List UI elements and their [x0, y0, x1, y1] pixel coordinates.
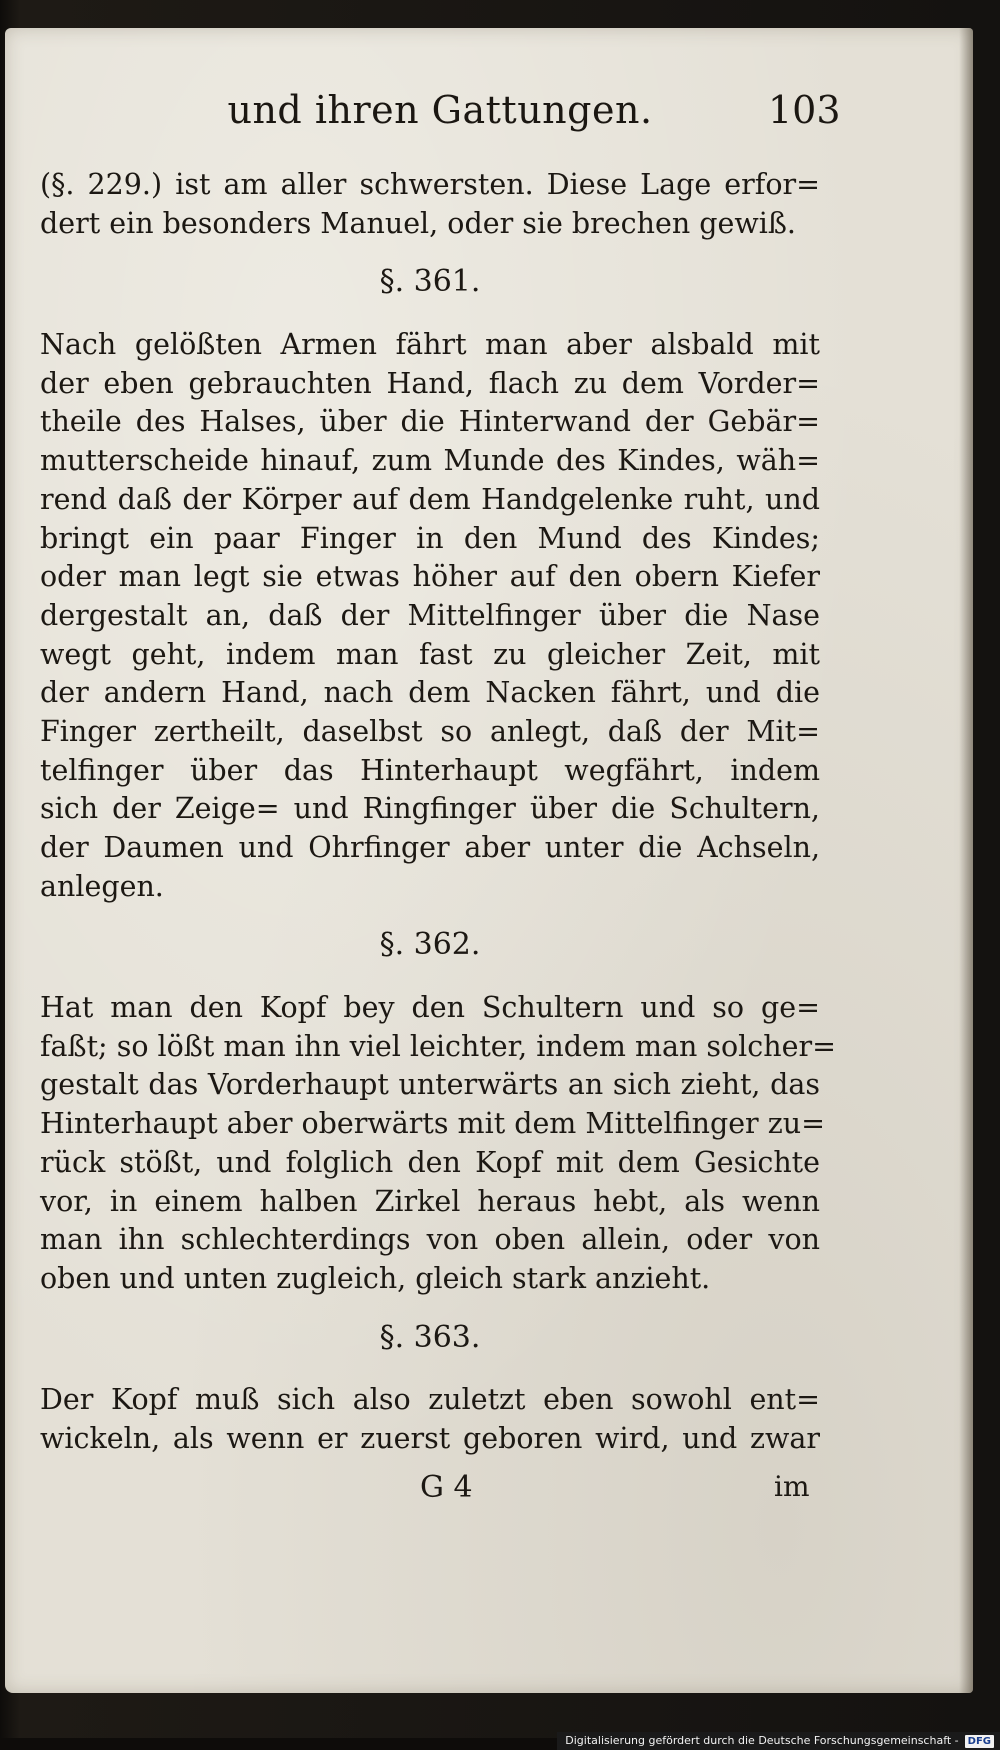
text-line: Der Kopf muß sich also zuletzt eben sowohl ent= [40, 1383, 820, 1417]
text-line: rend daß der Körper auf dem Handgelenke ruht, und [40, 482, 820, 516]
text-line: oben und unten zugleich, gleich stark anzieht. [40, 1261, 711, 1295]
text-line: Nach gelößten Armen fährt man aber alsbald mit [40, 328, 820, 362]
running-head: und ihren Gattungen. [227, 88, 653, 132]
text-line: Finger zertheilt, daselbst so anlegt, daß der Mit= [40, 714, 820, 748]
text-line: der eben gebrauchten Hand, flach zu dem Vorder= [40, 366, 820, 400]
credit-text: Digitalisierung gefördert durch die Deutsche Forschungsgemeinschaft - [565, 1734, 959, 1747]
section-heading-362: §. 362. [379, 927, 481, 963]
page-number: 103 [768, 88, 841, 132]
text-line: der Daumen und Ohrfinger aber unter die Achseln, [40, 831, 820, 864]
text-line: dert ein besonders Manuel, oder sie brechen gewiß. [40, 206, 796, 240]
text-line: gestalt das Vorderhaupt unterwärts an sich zieht, das [40, 1068, 820, 1102]
text-line: (§. 229.) ist am aller schwersten. Diese Lage erfor= [40, 168, 820, 201]
text-line: dergestalt an, daß der Mittelfinger über die Nase [40, 598, 820, 632]
text-line: theile des Halses, über die Hinterwand der Gebär= [40, 405, 820, 439]
section-heading-361: §. 361. [379, 264, 481, 300]
text-line: rück stößt, und folglich den Kopf mit dem Gesichte [40, 1145, 820, 1179]
text-line: Hat man den Kopf bey den Schultern und so ge= [40, 991, 820, 1025]
catchword: im [774, 1470, 810, 1503]
text-line: sich der Zeige= und Ringfinger über die Schultern, [40, 792, 820, 826]
page-edge-shadow [959, 28, 973, 1693]
text-line: mutterscheide hinauf, zum Munde des Kindes, wäh= [40, 444, 820, 478]
text-line: oder man legt sie etwas höher auf den obern Kiefer [40, 560, 820, 594]
text-line: bringt ein paar Finger in den Mund des Kindes; [40, 521, 820, 555]
text-line: anlegen. [40, 869, 164, 903]
digitization-credit [557, 1732, 1000, 1750]
text-line: der andern Hand, nach dem Nacken fährt, und die [40, 676, 820, 710]
section-heading-363: §. 363. [379, 1319, 481, 1355]
signature-mark: G 4 [420, 1470, 473, 1505]
text-line: vor, in einem halben Zirkel heraus hebt, als wenn [40, 1184, 820, 1218]
dfg-logo-icon: DFG [965, 1735, 994, 1748]
body-text [40, 166, 836, 1459]
text-line: man ihn schlechterdings von oben allein, oder von [40, 1223, 820, 1257]
text-line: telfinger über das Hinterhaupt wegfährt, indem [40, 753, 820, 787]
text-line: faßt; so lößt man ihn viel leichter, indem man solcher= [40, 1029, 836, 1063]
text-line: wegt geht, indem man fast zu gleicher Zeit, mit [40, 637, 820, 671]
text-line: Hinterhaupt aber oberwärts mit dem Mittelfinger zu= [40, 1107, 825, 1141]
text-line: wickeln, als wenn er zuerst geboren wird, und zwar [40, 1421, 820, 1455]
